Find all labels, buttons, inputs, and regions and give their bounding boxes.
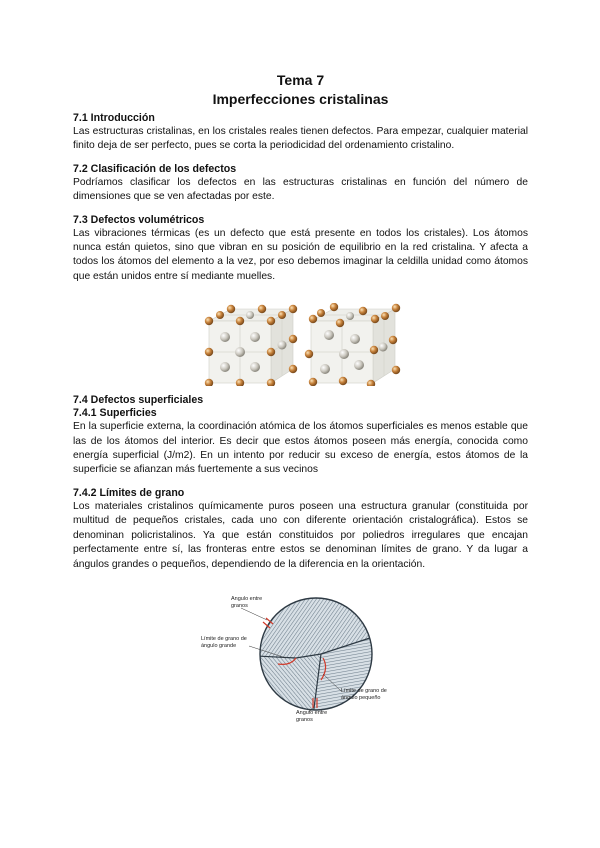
crystal-lattice-figure <box>201 303 401 386</box>
paragraph-7-4-2: Los materiales cristalinos químicamente puros poseen una estructura granular (constituida por multitud de pequeños cristales, cada uno con diferente orientación cristalográfica). Estos se denominan policristalinos. Ya que están constituidos por poliedros irregulares que encajan perfectamente entre sí, las fronteras entre estos se denominan límites de grano. Y da lugar a ángulos grandes o pequeños, dependiendo de la diferencia en la orientación. <box>73 500 528 570</box>
paragraph-7-2: Podríamos clasificar los defectos en las estructuras cristalinas en función del número de dimensiones que se ven afectadas por este. <box>73 176 528 203</box>
heading-7-4-2: 7.4.2 Límites de grano <box>73 486 185 499</box>
heading-7-2: 7.2 Clasificación de los defectos <box>73 162 237 175</box>
heading-7-1: 7.1 Introducción <box>73 112 155 124</box>
title-line-1: Tema 7 <box>276 72 325 88</box>
grain-boundary-figure <box>201 596 403 727</box>
heading-7-4-1: 7.4.1 Superficies <box>73 407 157 420</box>
label-angle-top: Ángulo entre granos <box>231 596 263 609</box>
title-line-2: Imperfecciones cristalinas <box>212 91 389 107</box>
heading-7-4: 7.4 Defectos superficiales <box>73 394 204 407</box>
heading-7-3: 7.3 Defectos volumétricos <box>73 213 205 226</box>
label-angle-bottom: Ángulo entre granos <box>296 710 328 723</box>
lattice-right <box>305 303 400 386</box>
label-large-angle-boundary: Límite de grano de ángulo grande <box>201 636 247 649</box>
lattice-left <box>205 305 297 386</box>
label-small-angle-boundary: Límite de grano de ángulo pequeño <box>341 688 387 701</box>
paragraph-7-4-1: En la superficie externa, la coordinación atómica de los átomos superficiales es menos estable que las de los átomos del interior. Es decir que estos átomos poseen más energía, conocida como energía superficial (J/m2). En un intento por reducir su exceso de energía, estos átomos de la superficie se afianzan más fuertemente a sus vecinos <box>73 421 528 476</box>
paragraph-7-3: Las vibraciones térmicas (es un defecto que está presente en todos los cristales). Los átomos nunca están quietos, sino que vibran en su posición de equilibrio en la red cristalina. Y afecta a todos los átomos del elemento a la vez, por eso debemos imaginar la celdilla unidad como átomos que están unidos entre sí mediante muelles. <box>73 227 528 282</box>
paragraph-7-1: Las estructuras cristalinas, en los cristales reales tienen defectos. Para empezar, cualquier material finito deja de ser perfecto, pues se corta la periodicidad del ordenamiento cristalino. <box>73 126 528 152</box>
